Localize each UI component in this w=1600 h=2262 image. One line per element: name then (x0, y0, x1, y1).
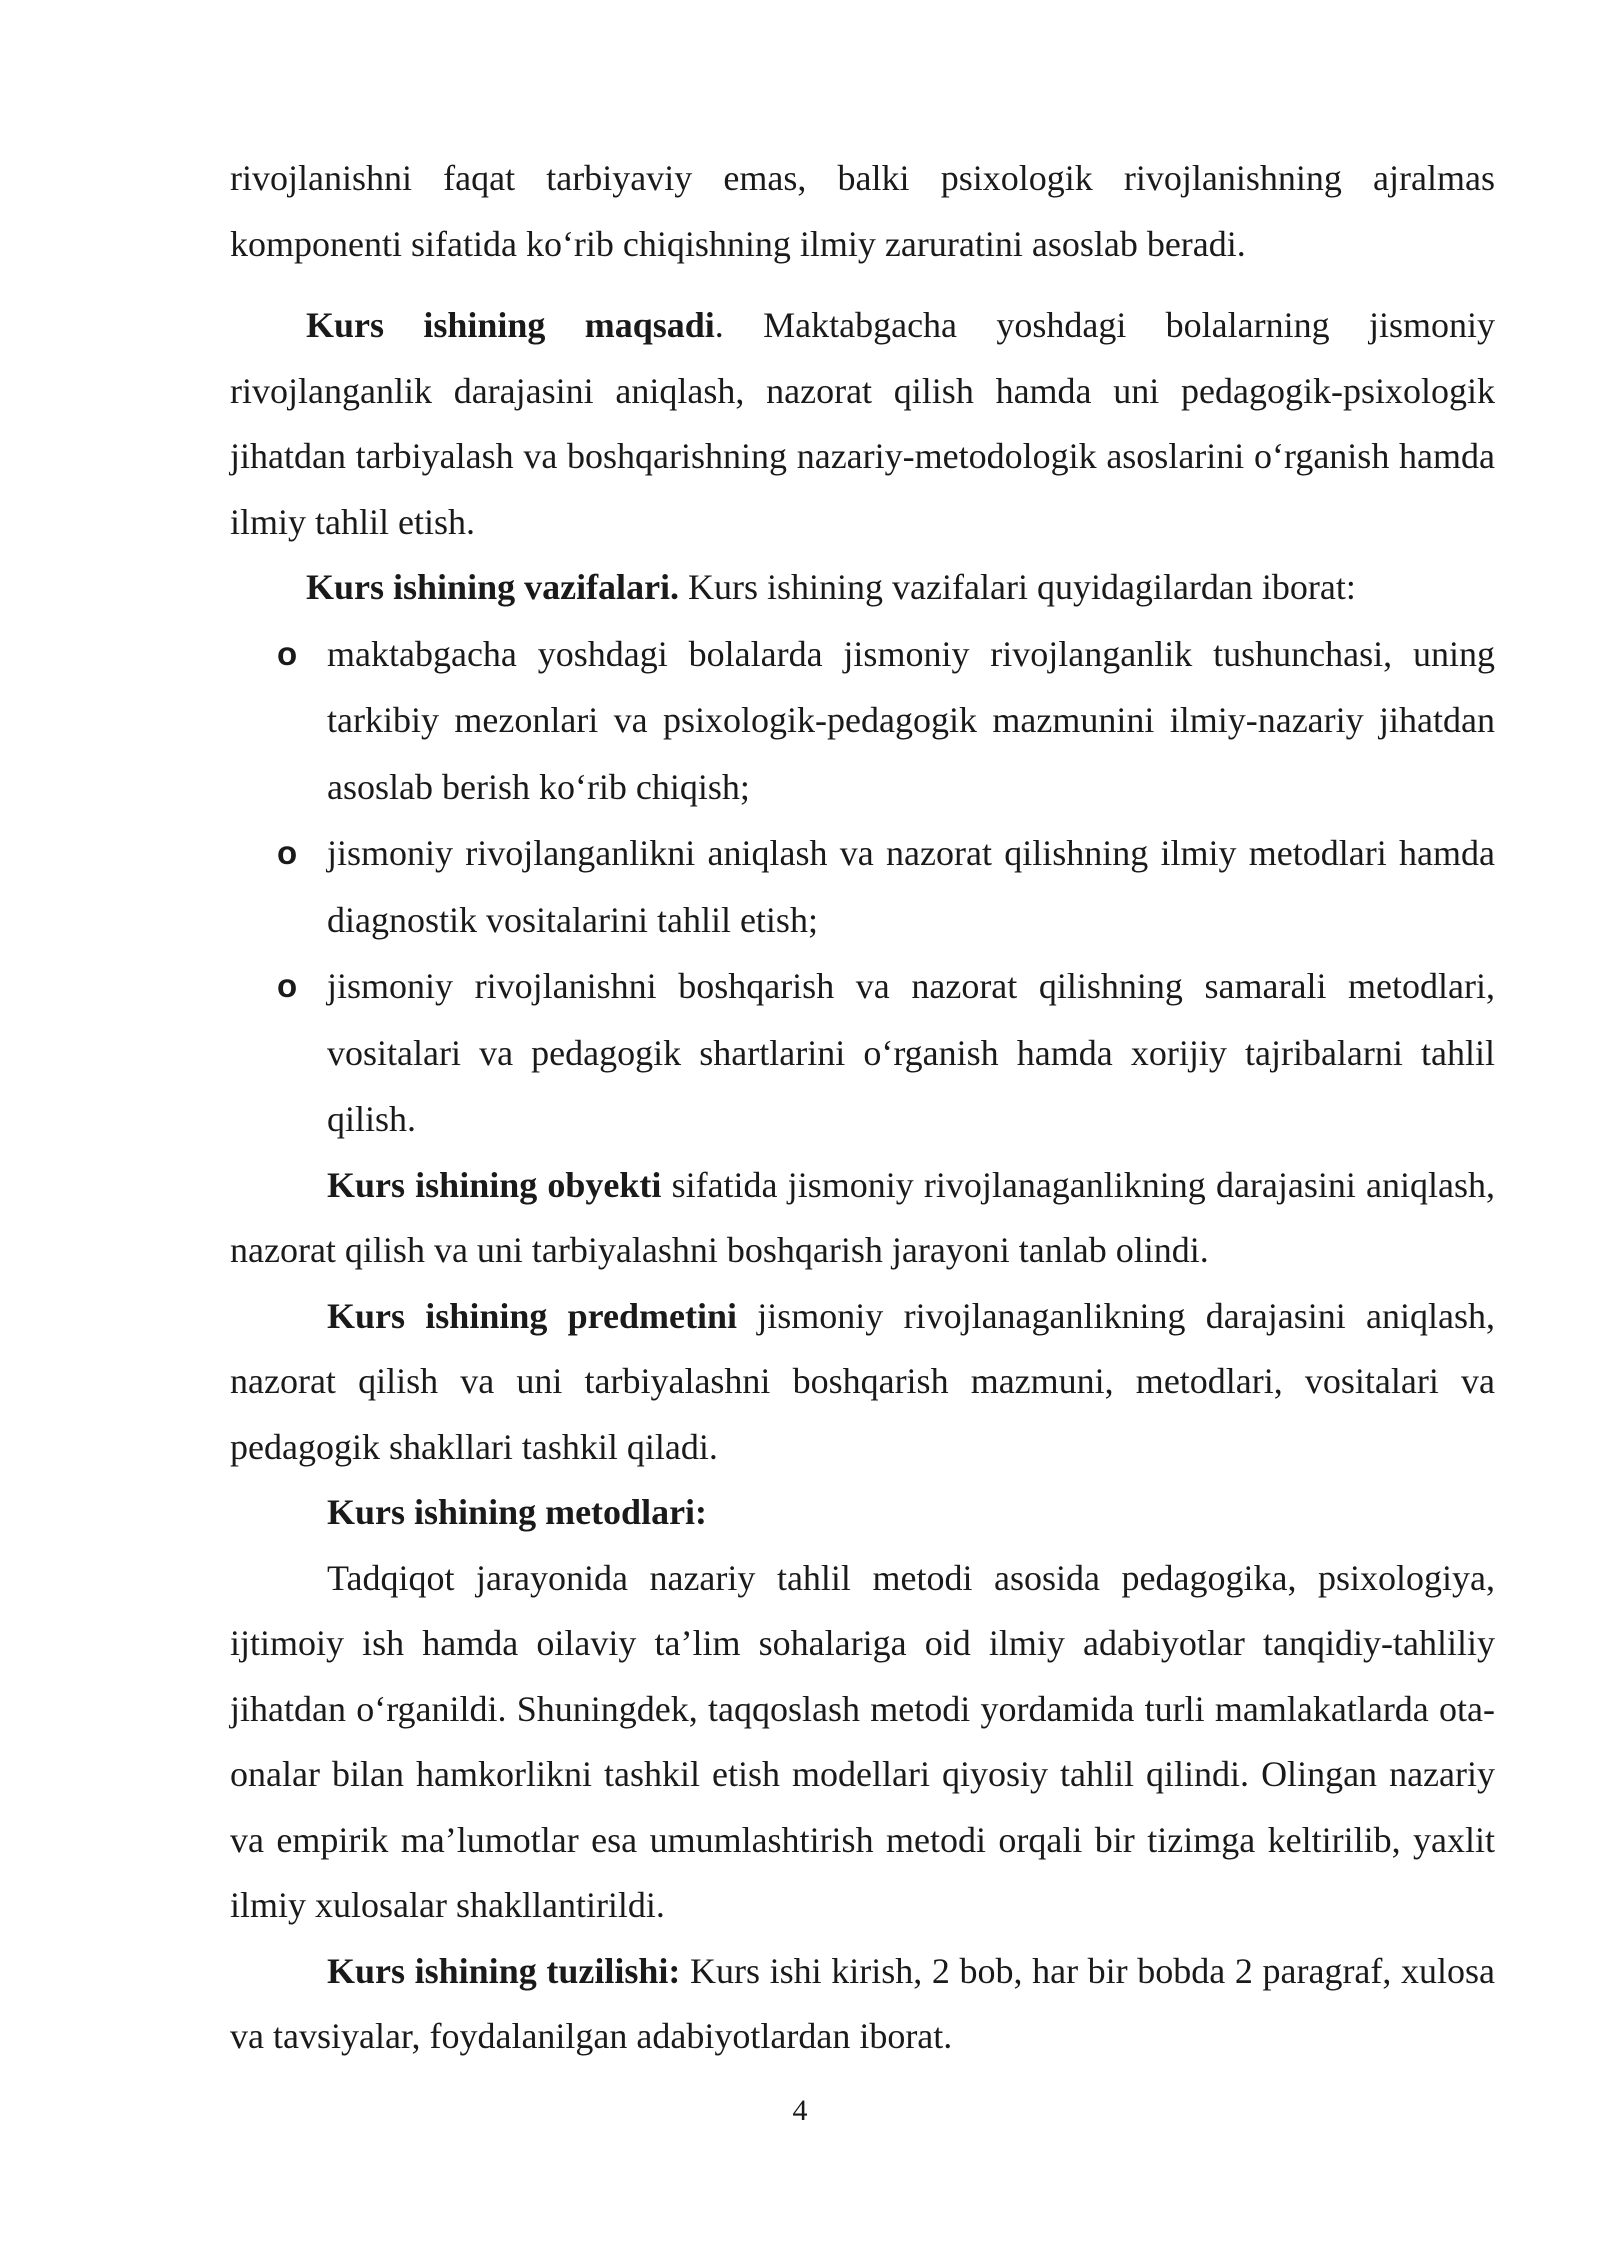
list-item (230, 820, 1495, 953)
subject-label: Kurs ishining predmetini (327, 1295, 737, 1336)
object-paragraph (230, 1153, 1495, 1284)
list-item-text: maktabgacha yoshdagi bolalarda jismoniy rivojlanganlik tushunchasi, uning tarkibiy mezonlari va psixologik-pedagogik mazmunini ilmiy-nazariy jihatdan asoslab berish koʻrib chiqish; (327, 633, 1495, 807)
goal-text: . Maktabgacha yoshdagi bolalarning jismoniy rivojlanganlik darajasini aniqlash, nazorat qilish hamda uni pedagogik-psixologik jihatdan tarbiyalash va boshqarishning nazariy-metodologik asoslarini oʻrganish hamda ilmiy tahlil etish. (230, 305, 1495, 542)
structure-paragraph (230, 1939, 1495, 2070)
intro-paragraph-end: rivojlanishni faqat tarbiyaviy emas, balki psixologik rivojlanishning ajralmas komponenti sifatida koʻrib chiqishning ilmiy zaruratini asoslab beradi. (230, 158, 1495, 264)
structure-label: Kurs ishining tuzilishi: (327, 1950, 681, 1991)
tasks-label: Kurs ishining vazifalari. (306, 567, 680, 607)
object-label: Kurs ishining obyekti (327, 1164, 662, 1205)
page-number: 4 (792, 2094, 808, 2127)
list-item-text: jismoniy rivojlanganlikni aniqlash va nazorat qilishning ilmiy metodlari hamda diagnostik vositalarini tahlil etish; (327, 833, 1495, 940)
goal-paragraph (230, 293, 1495, 555)
tasks-intro-text: Kurs ishining vazifalari quyidagilardan iborat: (679, 567, 1356, 607)
document-page-body (230, 146, 1495, 2070)
methods-heading (230, 1480, 1495, 1546)
structure-text: Kurs ishi kirish, 2 bob, har bir bobda 2 paragraf, xulosa va tavsiyalar, foydalanilgan adabiyotlardan iborat. (230, 1950, 1496, 2056)
methods-label: Kurs ishining metodlari: (327, 1492, 708, 1532)
goal-label: Kurs ishining maqsadi (306, 305, 715, 345)
object-text: sifatida jismoniy rivojlanaganlikning darajasini aniqlash, nazorat qilish va uni tarbiyalashni boshqarish jarayoni tanlab olindi. (230, 1164, 1496, 1270)
methods-paragraph: Tadqiqot jarayonida nazariy tahlil metodi asosida pedagogika, psixologiya, ijtimoiy ish hamda oilaviy ta’lim sohalariga oid ilmiy adabiyotlar tanqidiy-tahliliy jihatdan oʻrganildi. Shuningdek, taqqoslash metodi yordamida turli mamlakatlarda ota-onalar bilan hamkorlikni tashkil etish modellari qiyosiy tahlil qilindi. Olingan nazariy va empirik ma’lumotlar esa umumlashtirish metodi orqali bir tizimga keltirilib, yaxlit ilmiy xulosalar shakllantirildi. (230, 1557, 1495, 1925)
tasks-intro-paragraph (230, 555, 1495, 621)
bullet-icon: o (277, 834, 298, 871)
subject-paragraph (230, 1284, 1495, 1481)
list-item (230, 953, 1495, 1153)
list-item-text: jismoniy rivojlanishni boshqarish va nazorat qilishning samarali metodlari, vositalari va pedagogik shartlarini oʻrganish hamda xorijiy tajribalarni tahlil qilish. (327, 966, 1495, 1139)
list-item (230, 621, 1495, 821)
tasks-list (230, 621, 1495, 1153)
bullet-icon: o (277, 634, 298, 672)
bullet-icon: o (277, 967, 298, 1004)
subject-text: jismoniy rivojlanaganlikning darajasini aniqlash, nazorat qilish va uni tarbiyalashni boshqarish mazmuni, metodlari, vositalari va pedagogik shakllari tashkil qiladi. (230, 1295, 1495, 1467)
